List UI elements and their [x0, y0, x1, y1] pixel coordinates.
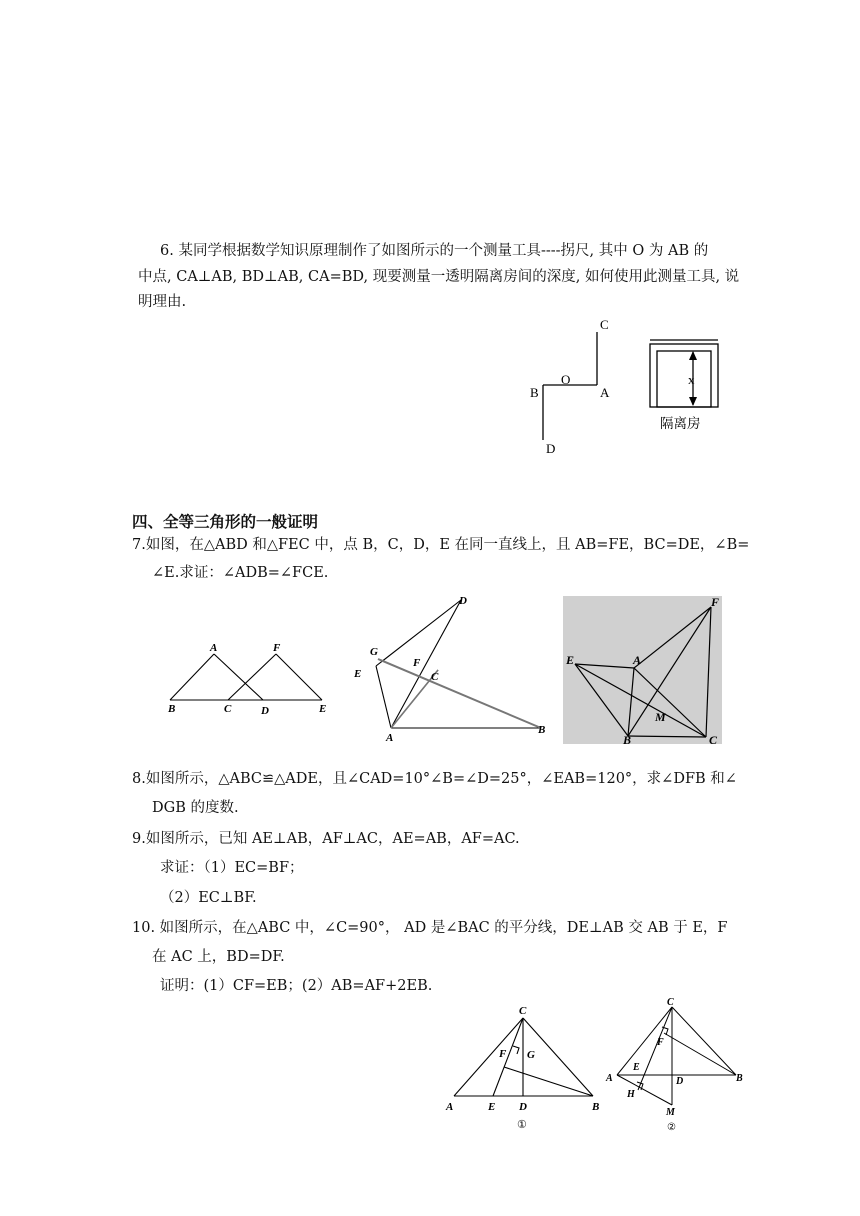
fig10b-label-f: F	[657, 1037, 664, 1048]
ruler-label-d: D	[546, 441, 556, 456]
problem-10-line-1: 10. 如图所示，在△ABC 中，∠C=90°， AD 是∠BAC 的平分线，DE⊥AB 交 AB 于 E，F	[132, 920, 728, 936]
fig9-label-a: A	[633, 653, 642, 667]
figure-10-2	[600, 995, 750, 1135]
fig8-label-g: G	[370, 646, 378, 658]
fig7-label-c: C	[224, 703, 232, 715]
room-label-x: x	[688, 372, 695, 387]
ruler-label-b: B	[530, 385, 539, 400]
fig10a-label-a: A	[446, 1101, 454, 1113]
problem-6-line-3: 明理由.	[138, 294, 187, 310]
room-figure	[640, 335, 730, 440]
fig9-label-b: B	[623, 733, 632, 747]
fig9-label-c: C	[709, 733, 718, 747]
problem-7-line-2: ∠E.求证：∠ADB=∠FCE.	[152, 565, 329, 581]
fig10a-label-f: F	[499, 1048, 507, 1060]
fig8-label-d: D	[459, 595, 467, 607]
figure-7	[160, 638, 340, 718]
fig10b-label-b: B	[736, 1073, 743, 1084]
ruler-figure	[520, 315, 630, 460]
fig9-label-e: E	[566, 653, 575, 667]
problem-6-line-1: 6. 某同学根据数学知识原理制作了如图所示的一个测量工具----拐尺, 其中 O 为 AB 的	[160, 243, 709, 259]
problem-8-line-1: 8.如图所示，△ABC≌△ADE，且∠CAD=10°∠B=∠D=25°，∠EAB=120°，求∠DFB 和∠	[132, 771, 737, 787]
problem-10-line-2: 在 AC 上，BD=DF.	[152, 949, 285, 965]
fig8-label-f: F	[413, 657, 421, 669]
fig10a-label-c: C	[519, 1005, 527, 1017]
fig7-label-b: B	[168, 703, 176, 715]
figure-10-1	[440, 1000, 610, 1132]
problem-9-line-1: 9.如图所示，已知 AE⊥AB，AF⊥AC，AE=AB，AF=AC.	[132, 831, 520, 847]
problem-9-line-3: （2）EC⊥BF.	[160, 890, 257, 906]
section-heading: 四、全等三角形的一般证明	[132, 513, 319, 531]
problem-10-line-3: 证明：(1）CF=EB；(2）AB=AF+2EB.	[160, 978, 433, 994]
problem-9-line-2: 求证：（1）EC=BF；	[160, 860, 304, 876]
figure-9	[563, 596, 723, 746]
fig7-label-f: F	[273, 642, 281, 654]
problem-7-line-1: 7.如图，在△ABD 和△FEC 中，点 B，C，D，E 在同一直线上，且 AB=FE，BC=DE，∠B=	[132, 537, 750, 553]
problem-6-line-2: 中点, CA⊥AB, BD⊥AB, CA=BD, 现要测量一透明隔离房间的深度, 如何使用此测量工具, 说	[138, 269, 740, 285]
fig10b-label-e: E	[633, 1062, 640, 1073]
ruler-label-o: O	[561, 372, 571, 387]
fig7-label-d: D	[261, 705, 269, 717]
fig10b-label-a: A	[606, 1073, 613, 1084]
fig7-label-a: A	[210, 642, 218, 654]
fig10b-label-m: M	[666, 1107, 675, 1118]
ruler-label-c: C	[600, 317, 609, 332]
fig10b-number: ②	[667, 1122, 676, 1133]
problem-8-line-2: DGB 的度数.	[152, 800, 239, 816]
fig9-label-f: F	[711, 595, 720, 609]
fig8-label-c: C	[431, 671, 439, 683]
fig8-label-e: E	[354, 668, 362, 680]
fig10b-label-c: C	[667, 997, 674, 1008]
fig10a-number: ①	[517, 1119, 527, 1131]
ruler-label-a: A	[600, 385, 610, 400]
fig10a-label-d: D	[519, 1101, 527, 1113]
fig10b-label-d: D	[676, 1076, 684, 1087]
figure-8	[345, 592, 555, 742]
fig10a-label-b: B	[592, 1101, 600, 1113]
fig10b-label-h: H	[627, 1089, 635, 1100]
fig10a-label-g: G	[527, 1049, 535, 1061]
fig8-label-b: B	[538, 724, 546, 736]
fig7-label-e: E	[319, 703, 327, 715]
fig8-label-a: A	[386, 732, 394, 744]
fig9-label-m: M	[655, 710, 666, 724]
fig10a-label-e: E	[488, 1101, 496, 1113]
room-caption: 隔离房	[660, 416, 701, 431]
